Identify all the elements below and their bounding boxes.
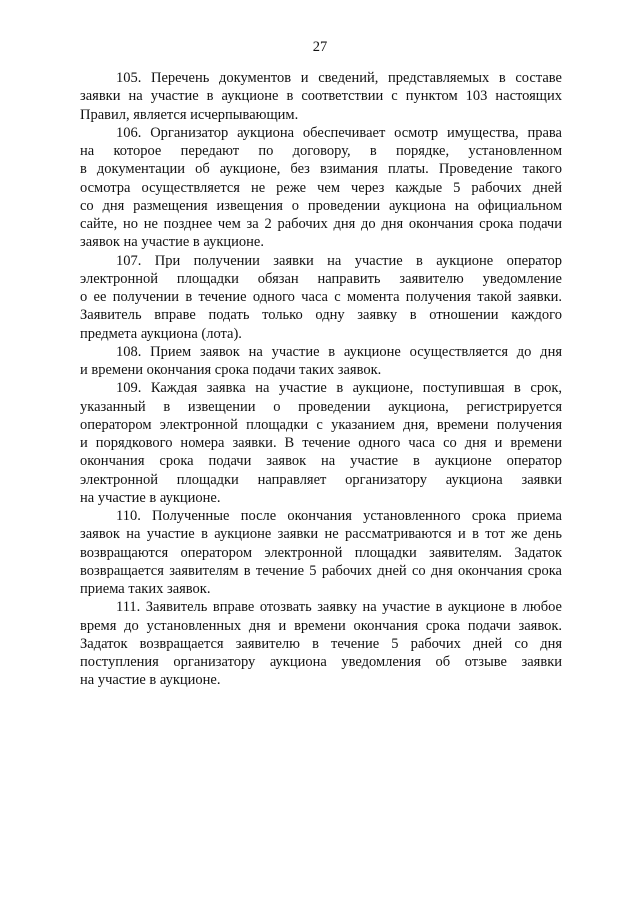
text-line: заявок на участие в аукционе.	[80, 234, 264, 251]
text-line: возвращаются оператором электронной площадки заявителям. Задаток	[80, 544, 562, 561]
text-line: на участие в аукционе.	[80, 489, 221, 506]
text-line: Заявитель вправе подать только одну заявку в отношении каждого	[80, 307, 562, 324]
text-line: сайте, но не позднее чем за 2 рабочих дня до дня окончания срока подачи	[80, 216, 562, 232]
text-line: в документации об аукционе, без взимания платы. Проведение такого	[80, 161, 562, 178]
text-line: 109. Каждая заявка на участие в аукционе, поступившая в срок,	[116, 380, 562, 397]
paragraph	[80, 69, 562, 124]
text-line: окончания срока подачи заявок на участие в аукционе оператор	[80, 453, 562, 470]
paragraph	[80, 379, 562, 507]
text-line: и времени окончания срока подачи таких заявок.	[80, 362, 382, 378]
text-line: приема таких заявок.	[80, 581, 211, 597]
document-body	[80, 69, 562, 690]
text-line: электронной площадки направляет организатору аукциона заявки	[80, 471, 562, 488]
text-line: 111. Заявитель вправе отозвать заявку на участие в аукционе в любое	[116, 599, 562, 616]
text-line: и порядкового номера заявки. В течение одного часа со дня и времени	[80, 435, 562, 451]
page-number: 27	[312, 39, 328, 55]
text-line: время до установленных дня и времени окончания срока подачи заявок.	[80, 617, 562, 634]
paragraph	[80, 124, 562, 252]
text-line: возвращается заявителям в течение 5 рабочих дней со дня окончания срока	[80, 562, 562, 579]
text-line: 105. Перечень документов и сведений, представляемых в составе	[116, 70, 562, 86]
text-line: 106. Организатор аукциона обеспечивает осмотр имущества, права	[116, 124, 562, 141]
text-line: на которое передают по договору, в порядке, установленном	[80, 143, 562, 159]
text-line: оператором электронной площадки с указанием дня, времени получения	[80, 416, 562, 433]
text-line: со дня размещения извещения о проведении аукциона на официальном	[80, 197, 562, 214]
text-line: осмотра осуществляется не реже чем через каждые 5 рабочих дней	[80, 179, 562, 196]
text-line: указанный в извещении о проведении аукциона, регистрируется	[80, 398, 562, 415]
text-line: Правил, является исчерпывающим.	[80, 106, 299, 123]
paragraph	[80, 507, 562, 598]
text-line: о ее получении в течение одного часа с момента получения такой заявки.	[80, 289, 562, 305]
paragraph	[80, 252, 562, 343]
text-line: 107. При получении заявки на участие в аукционе оператор	[116, 252, 562, 269]
paragraph	[80, 598, 562, 689]
text-line: Задаток возвращается заявителю в течение 5 рабочих дней со дня	[80, 635, 562, 652]
paragraph	[80, 343, 562, 380]
text-line: заявок на участие в аукционе заявки не рассматриваются и в тот же день	[80, 526, 562, 543]
text-line: электронной площадки обязан направить заявителю уведомление	[80, 270, 562, 287]
text-line: предмета аукциона (лота).	[80, 325, 242, 342]
text-line: 108. Прием заявок на участие в аукционе осуществляется до дня	[116, 343, 562, 360]
text-line: 110. Полученные после окончания установленного срока приема	[116, 508, 562, 524]
text-line: заявки на участие в аукционе в соответствии с пунктом 103 настоящих	[80, 88, 562, 105]
text-line: поступления организатору аукциона уведомления об отзыве заявки	[80, 654, 562, 670]
text-line: на участие в аукционе.	[80, 672, 221, 689]
